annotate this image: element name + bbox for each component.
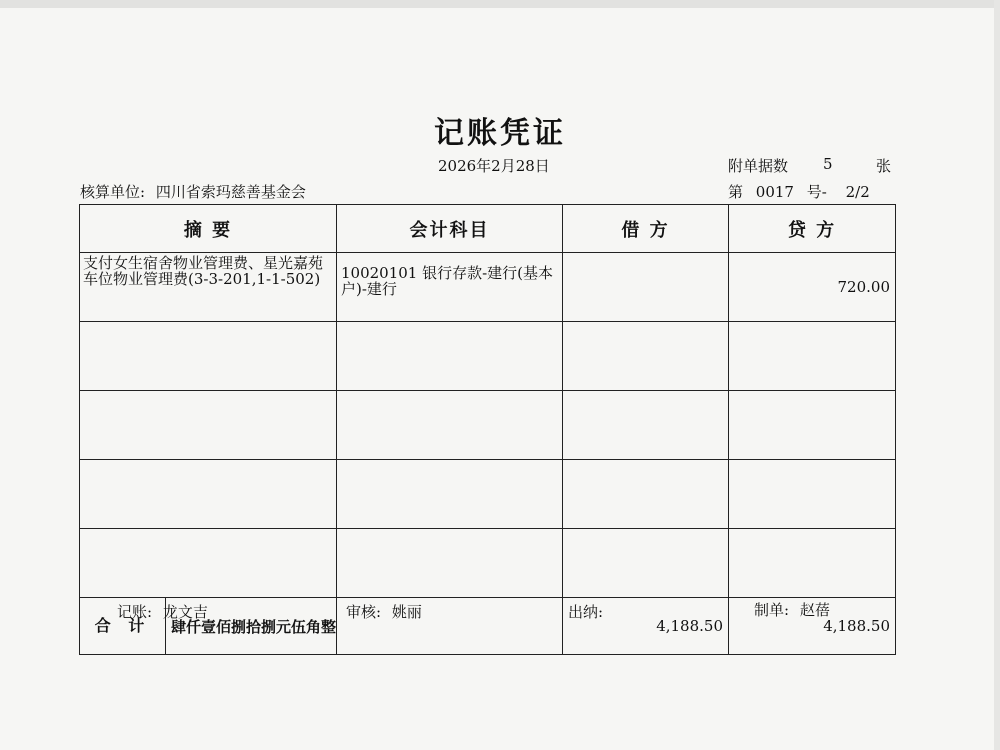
row-credit: [729, 322, 896, 391]
row-account: [337, 529, 563, 598]
accounting-unit-label: 核算单位:: [80, 183, 146, 201]
table-row: [80, 391, 896, 460]
reviewer-label: 审核:: [346, 603, 382, 621]
attachments-count: [728, 155, 892, 176]
row-account: [337, 460, 563, 529]
total-debit: 4,188.50: [563, 598, 729, 655]
voucher-number-value: 0017: [755, 183, 794, 201]
row-credit: [729, 460, 896, 529]
attachments-unit: 张: [876, 157, 892, 175]
row-debit: [563, 460, 729, 529]
voucher-number-prefix: 第: [728, 183, 744, 201]
voucher-number-suffix: 号-: [806, 183, 827, 201]
attachments-label: 附单据数: [728, 157, 789, 175]
bookkeeper-label: 记账:: [117, 603, 153, 621]
row-debit: [563, 391, 729, 460]
voucher-number: [728, 181, 878, 202]
footer-reviewer: [346, 601, 422, 622]
voucher-title: 记账凭证: [434, 116, 566, 151]
cashier-label: 出纳:: [568, 603, 604, 621]
row-account: [337, 391, 563, 460]
reviewer-value: 姚丽: [391, 603, 422, 621]
row-account: [337, 322, 563, 391]
bookkeeper-value: 龙文吉: [162, 603, 208, 621]
total-credit: 4,188.50: [729, 598, 896, 655]
footer-bookkeeper: [117, 601, 208, 622]
row-credit: 720.00: [729, 253, 896, 322]
header-debit: 借 方: [563, 205, 729, 253]
accounting-unit-value: 四川省索玛慈善基金会: [155, 183, 306, 201]
row-summary: [80, 529, 337, 598]
total-label: 合 计: [80, 598, 166, 654]
scan-edge: [0, 0, 1000, 8]
row-debit: [563, 529, 729, 598]
footer-preparer: [754, 599, 830, 620]
table-row: [80, 460, 896, 529]
total-amount-words: 肆仟壹佰捌拾捌元伍角整: [170, 617, 336, 636]
preparer-value: 赵蓓: [799, 601, 830, 619]
attachments-number: 5: [823, 155, 833, 173]
header-account: 会计科目: [337, 205, 563, 253]
row-summary: [80, 391, 337, 460]
header-credit: 贷 方: [729, 205, 896, 253]
table-row: [80, 322, 896, 391]
row-debit: [563, 322, 729, 391]
row-summary: [80, 322, 337, 391]
table-row: [80, 529, 896, 598]
table-header-row: [80, 205, 896, 253]
row-credit: [729, 529, 896, 598]
table-row: [80, 253, 896, 322]
row-summary: [80, 460, 337, 529]
voucher-page: 2/2: [845, 183, 870, 201]
footer-cashier: [568, 601, 609, 622]
row-account: 10020101 银行存款-建行(基本户)-建行: [337, 253, 563, 322]
row-debit: [563, 253, 729, 322]
voucher-table: [79, 204, 896, 655]
voucher-date: 2026年2月28日: [438, 157, 550, 175]
preparer-label: 制单:: [754, 601, 790, 619]
header-summary: 摘 要: [80, 205, 337, 253]
accounting-unit: [80, 181, 306, 202]
row-credit: [729, 391, 896, 460]
row-summary: 支付女生宿舍物业管理费、星光嘉苑车位物业管理费(3-3-201,1-1-502): [80, 253, 337, 322]
